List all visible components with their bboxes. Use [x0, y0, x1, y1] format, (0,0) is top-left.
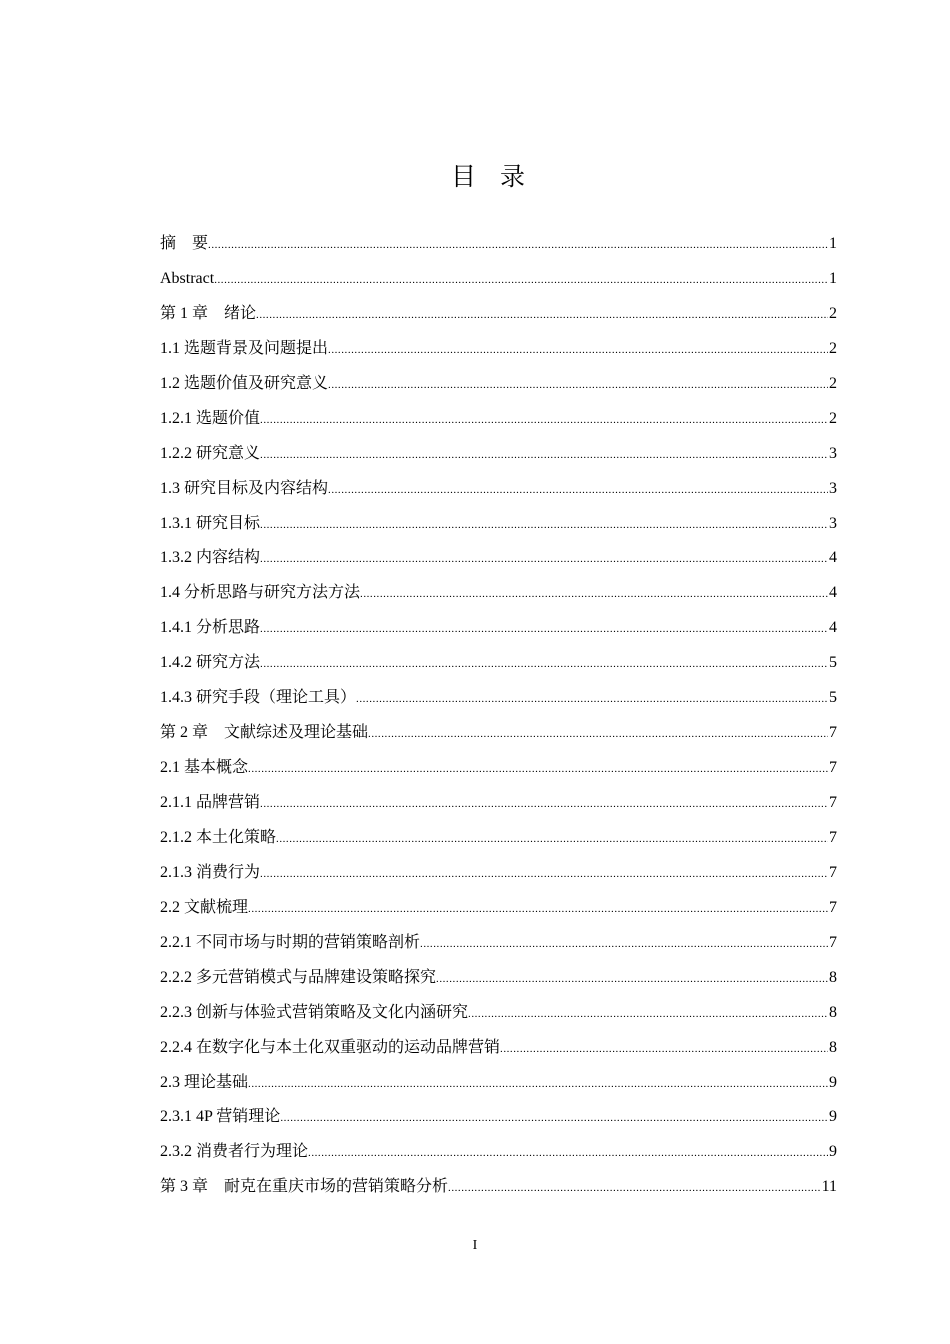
toc-entry[interactable] [160, 541, 837, 576]
toc-entry-label: 2.1 基本概念 [160, 759, 249, 777]
toc-entry[interactable] [160, 1031, 837, 1066]
toc-entry-page: 11 [821, 1178, 837, 1196]
toc-entry-page: 2 [829, 304, 837, 322]
toc-entry-page: 8 [829, 1003, 837, 1021]
toc-entry-label: 2.2.1 不同市场与时期的营销策略剖析 [160, 933, 421, 951]
toc-leader-dots [260, 554, 828, 565]
toc-entry[interactable] [160, 996, 837, 1031]
toc-leader-dots [256, 310, 828, 321]
toc-entry-page: 9 [829, 1143, 837, 1161]
toc-leader-dots [260, 415, 828, 426]
toc-leader-dots [468, 1009, 828, 1020]
toc-entry[interactable] [160, 891, 837, 926]
toc-entry-page: 3 [829, 514, 837, 532]
toc-entry[interactable] [160, 716, 837, 751]
toc-entry-label: 第 1 章 绪论 [160, 304, 257, 322]
toc-entry[interactable] [160, 227, 837, 262]
toc-entry-page: 1 [829, 235, 837, 252]
toc-leader-dots [248, 1079, 828, 1090]
toc-entry-page: 7 [829, 794, 837, 811]
toc-entry-page: 1 [829, 269, 837, 287]
toc-entry-label: 1.4 分析思路与研究方法方法 [160, 584, 361, 602]
toc-entry-page: 2 [829, 374, 837, 392]
toc-entry-page: 5 [829, 689, 837, 707]
toc-entry-label: 1.1 选题背景及问题提出 [160, 339, 329, 357]
toc-entry-page: 2 [829, 409, 837, 427]
toc-leader-dots [260, 624, 828, 635]
toc-entry-label: 2.1.3 消费行为 [160, 863, 261, 881]
toc-leader-dots [356, 694, 828, 705]
toc-entry[interactable] [160, 751, 837, 786]
toc-leader-dots [280, 1113, 828, 1124]
toc-entry-label: 第 3 章 耐克在重庆市场的营销策略分析 [160, 1178, 449, 1196]
toc-entry-label: 1.4.3 研究手段（理论工具） [160, 689, 357, 707]
toc-entry-page: 7 [829, 933, 837, 951]
toc-entry[interactable] [160, 611, 837, 646]
toc-entry-label: 第 2 章 文献综述及理论基础 [160, 724, 369, 742]
toc-entry[interactable] [160, 1100, 837, 1135]
toc-leader-dots [248, 764, 828, 775]
toc-entry-page: 8 [829, 1038, 837, 1056]
toc-leader-dots [248, 904, 828, 915]
toc-entry-label: 1.3 研究目标及内容结构 [160, 479, 329, 497]
toc-entry[interactable] [160, 786, 837, 821]
toc-entry-label: 1.3.2 内容结构 [160, 549, 261, 567]
toc-entry-label: 2.1.1 品牌营销 [160, 794, 261, 811]
toc-entry[interactable] [160, 472, 837, 507]
toc-entry-page: 5 [829, 654, 837, 672]
toc-leader-dots [260, 869, 828, 880]
toc-entry-page: 7 [829, 759, 837, 777]
toc-leader-dots [368, 729, 828, 740]
toc-entry-page: 7 [829, 828, 837, 846]
toc-leader-dots [328, 345, 828, 356]
toc-entry-label: 1.4.2 研究方法 [160, 654, 261, 672]
toc-entry-label: 2.2.3 创新与体验式营销策略及文化内涵研究 [160, 1003, 469, 1021]
toc-entry-page: 8 [829, 968, 837, 986]
toc-entry[interactable] [160, 262, 837, 297]
toc-entry-label: 2.3 理论基础 [160, 1073, 249, 1091]
toc-entry-page: 7 [829, 863, 837, 881]
toc-entry[interactable] [160, 646, 837, 681]
toc-entry-page: 7 [829, 898, 837, 916]
toc-entry[interactable] [160, 856, 837, 891]
toc-entry-page: 4 [829, 584, 837, 602]
toc-entry-page: 4 [829, 549, 837, 567]
toc-entry-page: 4 [829, 619, 837, 637]
toc-entry-page: 2 [829, 339, 837, 357]
toc-entry[interactable] [160, 926, 837, 961]
toc-leader-dots [260, 659, 828, 670]
toc-entry-label: 1.2.1 选题价值 [160, 409, 261, 427]
toc-entry[interactable] [160, 961, 837, 996]
toc-entry-page: 7 [829, 724, 837, 742]
toc-entry-page: 3 [829, 479, 837, 497]
toc-leader-dots [420, 939, 828, 950]
toc-list [160, 227, 837, 1205]
toc-leader-dots [448, 1183, 821, 1194]
toc-entry-page: 9 [829, 1108, 837, 1126]
toc-leader-dots [500, 1044, 828, 1055]
toc-entry[interactable] [160, 821, 837, 856]
toc-entry[interactable] [160, 1066, 837, 1101]
toc-entry-label: 2.2.2 多元营销模式与品牌建设策略探究 [160, 968, 437, 986]
toc-entry-label: 摘 要 [160, 235, 209, 252]
toc-leader-dots [260, 520, 828, 531]
toc-title: 目录 [450, 164, 549, 191]
toc-entry-label: 2.3.2 消费者行为理论 [160, 1143, 309, 1161]
toc-entry[interactable] [160, 681, 837, 716]
page-number: I [472, 1238, 478, 1253]
toc-entry[interactable] [160, 332, 837, 367]
toc-leader-dots [328, 485, 828, 496]
toc-entry[interactable] [160, 402, 837, 437]
toc-entry[interactable] [160, 367, 837, 402]
toc-entry[interactable] [160, 437, 837, 472]
toc-leader-dots [276, 834, 828, 845]
toc-leader-dots [260, 450, 828, 461]
toc-entry-label: 1.2.2 研究意义 [160, 444, 261, 462]
toc-entry-page: 9 [829, 1073, 837, 1091]
toc-leader-dots [214, 275, 828, 286]
toc-entry-label: 2.2.4 在数字化与本土化双重驱动的运动品牌营销 [160, 1038, 501, 1056]
toc-entry-label: Abstract [160, 269, 215, 287]
toc-leader-dots [308, 1148, 828, 1159]
toc-entry-page: 3 [829, 444, 837, 462]
toc-entry[interactable] [160, 1135, 837, 1170]
toc-entry[interactable] [160, 576, 837, 611]
toc-entry[interactable] [160, 1170, 837, 1205]
toc-entry[interactable] [160, 297, 837, 332]
toc-leader-dots [208, 240, 828, 251]
toc-leader-dots [260, 799, 828, 810]
toc-leader-dots [328, 380, 828, 391]
toc-leader-dots [436, 974, 828, 985]
toc-entry-label: 1.3.1 研究目标 [160, 514, 261, 532]
toc-entry-label: 2.3.1 4P 营销理论 [160, 1108, 281, 1126]
toc-entry-label: 1.4.1 分析思路 [160, 619, 261, 637]
toc-entry-label: 2.1.2 本土化策略 [160, 828, 277, 846]
toc-entry-label: 2.2 文献梳理 [160, 898, 249, 916]
toc-entry-label: 1.2 选题价值及研究意义 [160, 374, 329, 392]
toc-entry[interactable] [160, 507, 837, 542]
toc-leader-dots [360, 589, 828, 600]
